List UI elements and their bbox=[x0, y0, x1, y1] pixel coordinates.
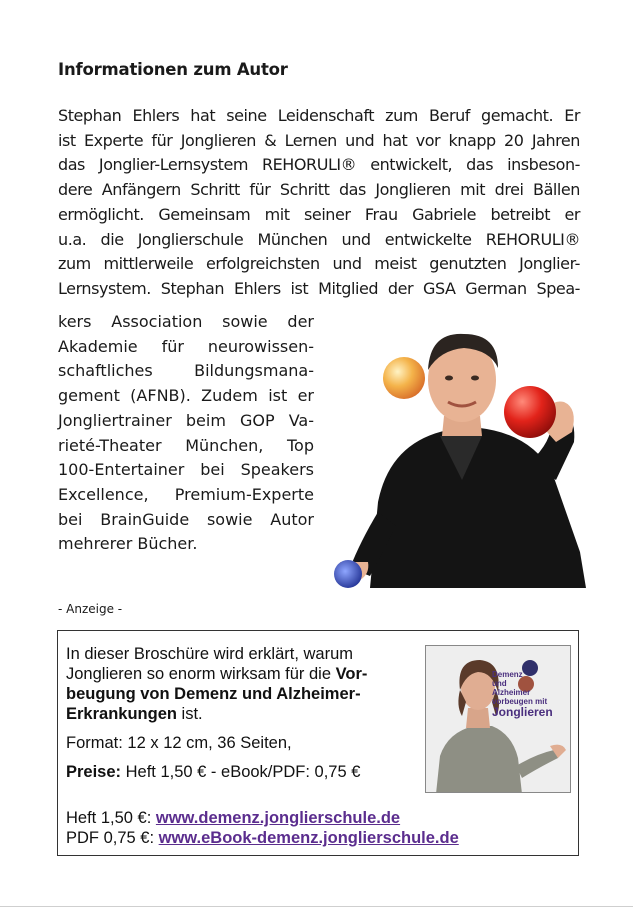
ad-line bbox=[66, 704, 418, 724]
bio-line: Lernsystem. Stephan Ehlers ist Mitglied der GSA German Spea- bbox=[58, 278, 580, 298]
bio-line: ermöglicht. Gemeinsam mit seiner Frau Gabriele betreibt er bbox=[58, 204, 580, 224]
ad-text-plain: ist. bbox=[176, 705, 203, 723]
ad-format: Format: 12 x 12 cm, 36 Seiten, bbox=[66, 734, 292, 752]
ebook-link[interactable]: www.eBook-demenz.jonglierschule.de bbox=[158, 829, 459, 847]
bio-line: Stephan Ehlers hat seine Leidenschaft zum Beruf gemacht. Er bbox=[58, 106, 580, 125]
cover-title-line: Jonglieren bbox=[492, 705, 553, 719]
advertisement-text bbox=[66, 644, 418, 782]
bio-line: gement (AFNB). Zudem ist er bbox=[58, 386, 314, 406]
author-juggling-photo bbox=[330, 312, 586, 588]
bio-line: Excellence, Premium-Experte bbox=[58, 484, 314, 504]
ad-link-prefix: PDF 0,75 €: bbox=[66, 829, 159, 847]
cover-title-line: Demenz bbox=[492, 670, 523, 679]
ad-text-bold: beugung von Demenz und Alzheimer- bbox=[66, 685, 361, 703]
ad-line bbox=[66, 664, 418, 684]
bio-line: ist Experte für Jonglieren & Lernen und hat vor knapp 20 Jahren bbox=[58, 130, 580, 150]
bio-line: u.a. die Jonglierschule München und entwickelte REHORULI® bbox=[58, 229, 580, 249]
ad-text-bold: Vor- bbox=[335, 665, 368, 683]
booklet-cover-photo bbox=[426, 646, 571, 793]
ad-line: In dieser Broschüre wird erklärt, warum bbox=[66, 645, 354, 663]
bio-line: Akademie für neurowissen- bbox=[58, 336, 314, 356]
cover-title-line: und bbox=[492, 679, 507, 688]
cover-title-line: vorbeugen mit bbox=[492, 697, 548, 706]
author-bio-full-width bbox=[58, 104, 580, 302]
cover-title-line: Alzheimer bbox=[492, 688, 531, 697]
bio-line: 100-Entertainer bei Speakers bbox=[58, 460, 314, 480]
ad-prices-label: Preise: bbox=[66, 763, 122, 781]
bio-line: kers Association sowie der bbox=[58, 312, 314, 331]
booklet-link[interactable]: www.demenz.jonglierschule.de bbox=[155, 809, 401, 827]
bio-line: dere Anfängern Schritt für Schritt das Jonglieren mit drei Bällen bbox=[58, 180, 580, 200]
ad-link-row bbox=[66, 828, 566, 848]
page-divider bbox=[0, 906, 633, 907]
bio-line: zum mittlerweile erfolgreichsten und meist genutzten Jonglier- bbox=[58, 254, 580, 274]
advertisement-links bbox=[66, 808, 566, 848]
bio-line: mehrerer Bücher. bbox=[58, 534, 198, 554]
bio-line: schaftliches Bildungsmana- bbox=[58, 361, 314, 381]
booklet-cover-image bbox=[425, 645, 571, 793]
ad-line bbox=[66, 684, 418, 704]
ad-prices-value: Heft 1,50 € - eBook/PDF: 0,75 € bbox=[121, 763, 361, 781]
ad-link-row bbox=[66, 808, 566, 828]
booklet-cover-title bbox=[492, 670, 570, 719]
ad-text-bold: Erkrankungen bbox=[66, 705, 177, 723]
bio-line: bei BrainGuide sowie Autor bbox=[58, 509, 314, 529]
advertisement-label: - Anzeige - bbox=[58, 602, 123, 616]
author-bio-column bbox=[58, 310, 314, 557]
section-heading: Informationen zum Autor bbox=[58, 60, 288, 79]
bio-line: Jongliertrainer beim GOP Va- bbox=[58, 410, 314, 430]
ad-text-plain: Jonglieren so enorm wirksam für die bbox=[66, 665, 336, 683]
ad-link-prefix: Heft 1,50 €: bbox=[66, 809, 156, 827]
bio-line: rieté-Theater München, Top bbox=[58, 435, 314, 455]
bio-line: das Jonglier-Lernsystem REHORULI® entwickelt, das insbeson- bbox=[58, 155, 580, 175]
ad-prices bbox=[66, 762, 418, 782]
